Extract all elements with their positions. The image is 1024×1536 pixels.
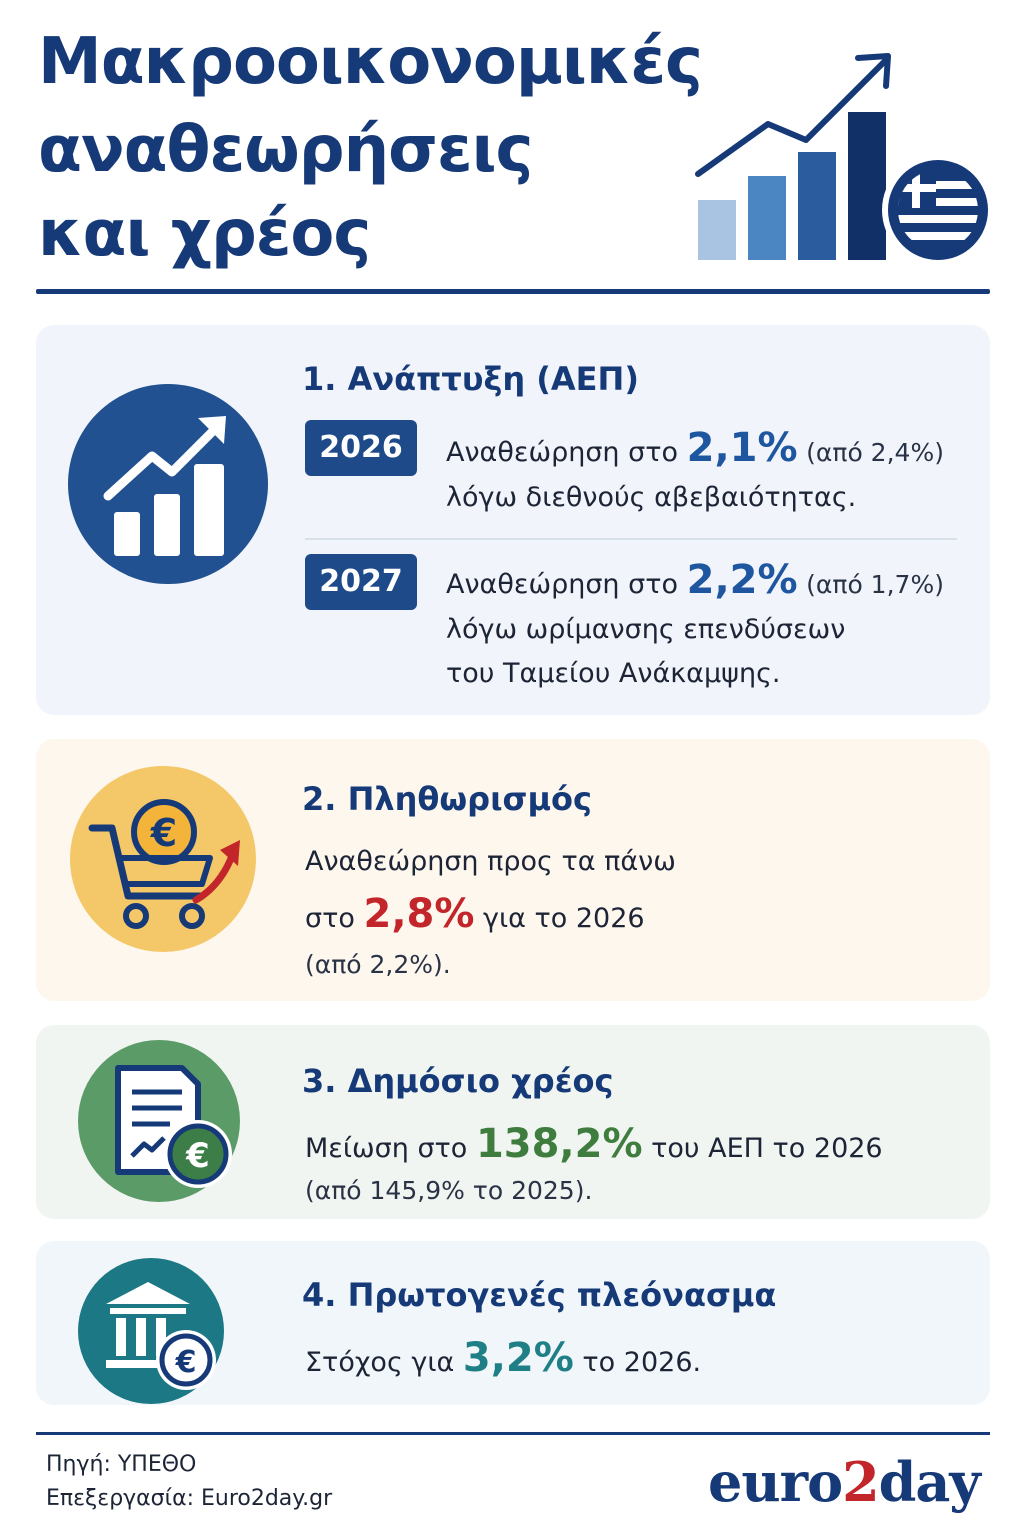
surplus-suffix: το 2026. (582, 1347, 702, 1378)
growth-2027-reason-2: του Ταμείου Ανάκαμψης. (446, 658, 781, 689)
debt-line-1 (305, 1121, 883, 1167)
inflation-prefix: στο (305, 903, 355, 934)
page-title-line-3: και χρέος (38, 197, 371, 271)
growth-2027-value: 2,2% (686, 557, 798, 603)
footer-divider (36, 1432, 990, 1435)
logo-part-euro: euro (708, 1450, 843, 1514)
growth-2027-reason-1: λόγω ωρίμανσης επενδύσεων (446, 614, 846, 645)
header-illustration (690, 48, 1000, 270)
logo-part-2: 2 (842, 1450, 879, 1514)
svg-text:€: € (175, 1345, 197, 1380)
inflation-line-2 (305, 891, 645, 937)
footer-processing: Επεξεργασία: Euro2day.gr (46, 1486, 333, 1511)
greek-flag-icon (882, 154, 994, 266)
revision-prefix: Αναθεώρηση στο (446, 569, 679, 600)
header-divider (36, 289, 990, 294)
inflation-line-1: Αναθεώρηση προς τα πάνω (305, 846, 676, 877)
surplus-prefix: Στόχος για (305, 1347, 455, 1378)
footer-source: Πηγή: ΥΠΕΘΟ (46, 1452, 197, 1477)
bar-chart-icon (690, 48, 1000, 270)
surplus-value: 3,2% (462, 1335, 574, 1381)
growth-2026-value: 2,1% (686, 425, 798, 471)
inflation-value: 2,8% (363, 891, 475, 937)
growth-2026-reason: λόγω διεθνούς αβεβαιότητας. (446, 482, 857, 513)
bank-euro-icon (78, 1258, 224, 1404)
svg-text:€: € (186, 1136, 210, 1176)
growth-2026-previous: (από 2,4%) (806, 438, 944, 467)
revision-prefix: Αναθεώρηση στο (446, 437, 679, 468)
debt-value: 138,2% (475, 1121, 643, 1167)
growth-divider (305, 538, 957, 540)
surplus-line-1 (305, 1335, 702, 1381)
growth-section-title: 1. Ανάπτυξη (ΑΕΠ) (302, 360, 639, 398)
debt-previous: (από 145,9% το 2025). (305, 1176, 593, 1205)
document-euro-icon (78, 1040, 240, 1202)
debt-prefix: Μείωση στο (305, 1133, 468, 1164)
surplus-section-title: 4. Πρωτογενές πλεόνασμα (302, 1276, 777, 1314)
year-badge-2026: 2026 (305, 420, 417, 476)
inflation-previous: (από 2,2%). (305, 950, 451, 979)
year-badge-2027: 2027 (305, 554, 417, 610)
debt-section-title: 3. Δημόσιο χρέος (302, 1062, 614, 1100)
euro2day-logo (708, 1450, 980, 1514)
svg-text:€: € (150, 811, 178, 855)
inflation-suffix: για το 2026 (483, 903, 645, 934)
inflation-section-title: 2. Πληθωρισμός (302, 780, 592, 818)
page-title-line-1: Μακροοικονομικές (38, 25, 702, 99)
logo-part-day: day (878, 1450, 980, 1514)
growth-chart-icon (68, 384, 268, 584)
growth-2027-previous: (από 1,7%) (806, 570, 944, 599)
shopping-cart-euro-icon (70, 766, 256, 952)
debt-suffix: του ΑΕΠ το 2026 (651, 1133, 883, 1164)
growth-2026-line-1 (446, 425, 944, 471)
page-title-line-2: αναθεωρήσεις (38, 113, 533, 187)
growth-2027-line-1 (446, 557, 944, 603)
